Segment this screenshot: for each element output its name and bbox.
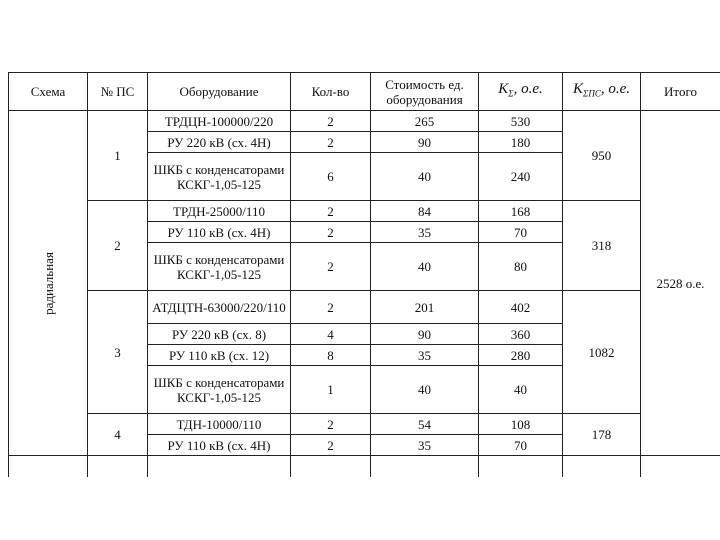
empty-cell xyxy=(563,456,641,477)
header-k-sigma: $K_\Sigma$, о.е. xyxy=(479,73,563,111)
quantity-cell: 2 xyxy=(291,435,371,456)
equipment-cell: РУ 220 кВ (сх. 8) xyxy=(148,324,291,345)
k-sigma-cell: 240 xyxy=(479,153,563,201)
quantity-cell: 4 xyxy=(291,324,371,345)
table-continuation-row xyxy=(9,456,720,477)
unit-cost-cell: 40 xyxy=(371,366,479,414)
unit-cost-cell: 35 xyxy=(371,435,479,456)
k-sigma-cell: 168 xyxy=(479,201,563,222)
table-row xyxy=(9,201,720,222)
quantity-cell: 2 xyxy=(291,132,371,153)
empty-cell xyxy=(291,456,371,477)
k-sigma-cell: 280 xyxy=(479,345,563,366)
empty-cell xyxy=(371,456,479,477)
k-sigma-cell: 360 xyxy=(479,324,563,345)
header-quantity: Кол-во xyxy=(291,73,371,111)
unit-cost-cell: 35 xyxy=(371,345,479,366)
quantity-cell: 2 xyxy=(291,111,371,132)
k-sigma-ps-cell: 950 xyxy=(563,111,641,201)
ps-number-cell: 1 xyxy=(88,111,148,201)
header-ps-number: № ПС xyxy=(88,73,148,111)
k-sigma-cell: 70 xyxy=(479,435,563,456)
quantity-cell: 8 xyxy=(291,345,371,366)
scheme-cell xyxy=(9,111,88,456)
equipment-cell: ТРДН-25000/110 xyxy=(148,201,291,222)
unit-cost-cell: 54 xyxy=(371,414,479,435)
unit-cost-cell: 90 xyxy=(371,324,479,345)
unit-cost-cell: 90 xyxy=(371,132,479,153)
table-row xyxy=(9,111,720,132)
table-row xyxy=(9,414,720,435)
table-row xyxy=(9,291,720,324)
k-sigma-ps-cell: 178 xyxy=(563,414,641,456)
quantity-cell: 2 xyxy=(291,414,371,435)
header-row xyxy=(9,73,720,111)
unit-cost-cell: 40 xyxy=(371,153,479,201)
equipment-cell: АТДЦТН-63000/220/110 xyxy=(148,291,291,324)
equipment-cell: РУ 110 кВ (сх. 12) xyxy=(148,345,291,366)
header-scheme: Схема xyxy=(9,73,88,111)
k-sigma-cell: 108 xyxy=(479,414,563,435)
k-sigma-cell: 70 xyxy=(479,222,563,243)
header-k-sigma-ps: $K_{\Sigma ПС}$, о.е. xyxy=(563,73,641,111)
quantity-cell: 1 xyxy=(291,366,371,414)
k-sigma-cell: 40 xyxy=(479,366,563,414)
scheme-label: радиальная xyxy=(40,251,56,315)
grand-total-cell: 2528 о.е. xyxy=(641,111,720,456)
table-body xyxy=(9,111,720,477)
equipment-cell: ШКБ с конденсаторами КСКГ-1,05-125 xyxy=(148,153,291,201)
unit-cost-cell: 84 xyxy=(371,201,479,222)
empty-cell xyxy=(479,456,563,477)
k-sigma-cell: 80 xyxy=(479,243,563,291)
k-sigma-ps-cell: 318 xyxy=(563,201,641,291)
k-sigma-cell: 402 xyxy=(479,291,563,324)
quantity-cell: 6 xyxy=(291,153,371,201)
ps-number-cell: 2 xyxy=(88,201,148,291)
unit-cost-cell: 40 xyxy=(371,243,479,291)
equipment-cell: РУ 110 кВ (сх. 4Н) xyxy=(148,222,291,243)
equipment-cell: ТРДЦН-100000/220 xyxy=(148,111,291,132)
header-equipment: Оборудование xyxy=(148,73,291,111)
header-unit-cost: Стоимость ед. оборудования xyxy=(371,73,479,111)
quantity-cell: 2 xyxy=(291,291,371,324)
k-sigma-ps-cell: 1082 xyxy=(563,291,641,414)
empty-cell xyxy=(9,456,88,477)
ps-number-cell: 4 xyxy=(88,414,148,456)
equipment-cell: РУ 110 кВ (сх. 4Н) xyxy=(148,435,291,456)
unit-cost-cell: 201 xyxy=(371,291,479,324)
empty-cell xyxy=(88,456,148,477)
equipment-cell: ШКБ с конденсаторами КСКГ-1,05-125 xyxy=(148,243,291,291)
quantity-cell: 2 xyxy=(291,222,371,243)
empty-cell xyxy=(148,456,291,477)
quantity-cell: 2 xyxy=(291,243,371,291)
cost-table xyxy=(8,72,720,477)
equipment-cell: ШКБ с конденсаторами КСКГ-1,05-125 xyxy=(148,366,291,414)
equipment-cell: РУ 220 кВ (сх. 4Н) xyxy=(148,132,291,153)
unit-cost-cell: 265 xyxy=(371,111,479,132)
ps-number-cell: 3 xyxy=(88,291,148,414)
unit-cost-cell: 35 xyxy=(371,222,479,243)
k-sigma-cell: 180 xyxy=(479,132,563,153)
k-sigma-cell: 530 xyxy=(479,111,563,132)
equipment-cell: ТДН-10000/110 xyxy=(148,414,291,435)
header-total: Итого xyxy=(641,73,720,111)
quantity-cell: 2 xyxy=(291,201,371,222)
empty-cell xyxy=(641,456,720,477)
